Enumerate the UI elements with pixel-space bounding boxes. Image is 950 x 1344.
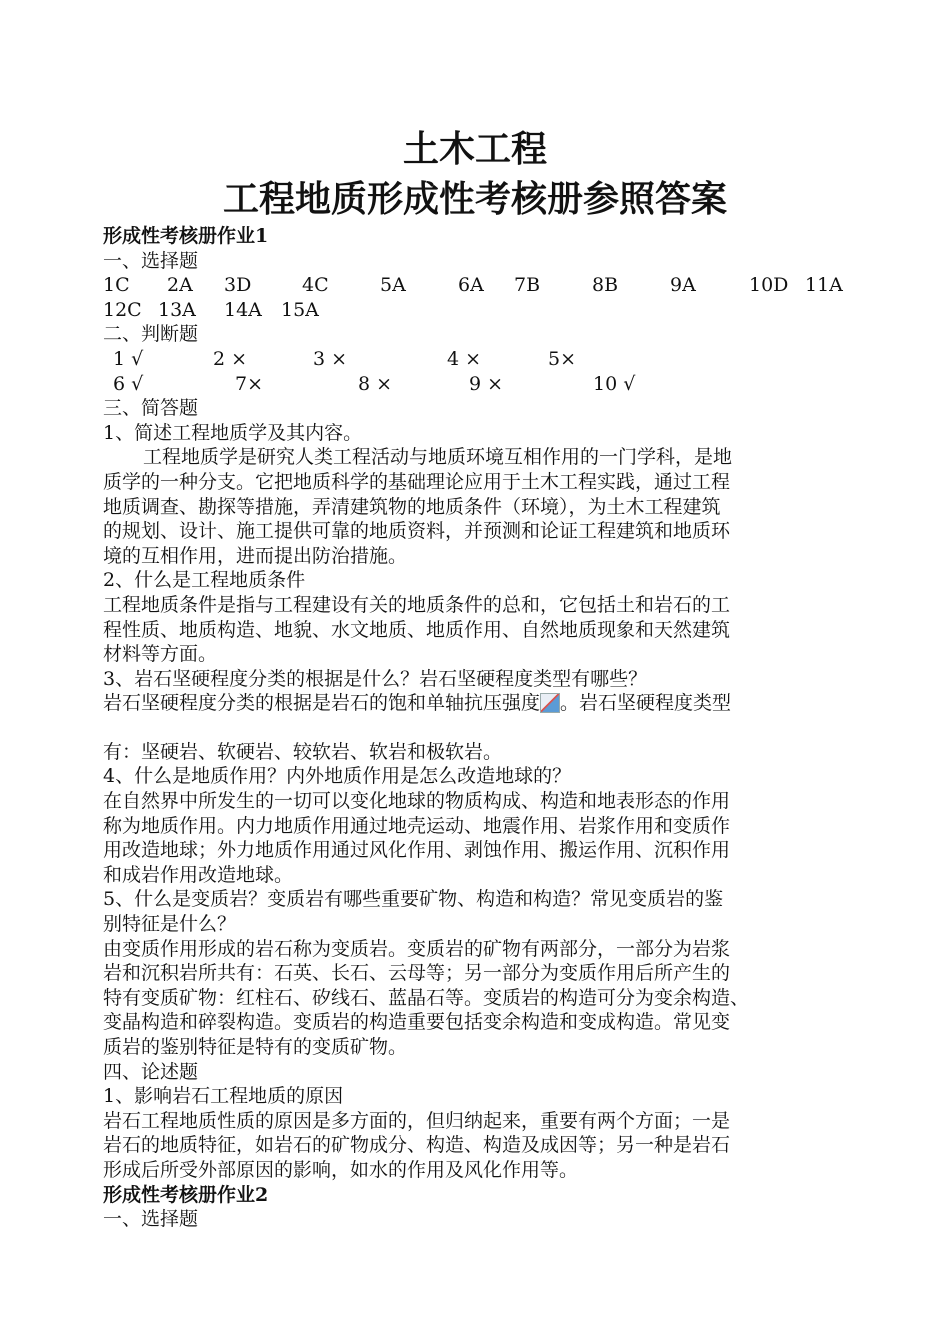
question-2: 2、什么是工程地质条件 <box>103 569 306 592</box>
hw1-heading: 形成性考核册作业1 <box>103 225 269 247</box>
answer-5-line: 特有变质矿物：红柱石、矽线石、蓝晶石等。变质岩的构造可分为变余构造、 <box>103 986 750 1009</box>
choice-answer: 9A <box>670 274 696 297</box>
choice-answers-row-1 <box>103 273 843 298</box>
judge-answer: 6 √ <box>113 372 144 395</box>
answer-1-line: 地质调查、勘探等措施，弄清建筑物的地质条件（环境），为土木工程建筑 <box>103 495 721 518</box>
document-title-line1: 土木工程 <box>402 129 547 170</box>
judge-answer: 7× <box>235 372 264 395</box>
blank-gap <box>103 716 843 740</box>
question-1: 1、简述工程地质学及其内容。 <box>103 421 363 444</box>
document-body <box>103 224 843 1232</box>
answer-1-line: 质学的一种分支。它把地质科学的基础理论应用于土木工程实践，通过工程 <box>103 470 731 493</box>
essay-answer-1-line: 岩石的地质特征，如岩石的矿物成分、构造、构造及成因等；另一种是岩石 <box>103 1134 731 1157</box>
section-short-answer-heading: 三、简答题 <box>103 397 199 420</box>
choice-answer: 6A <box>458 274 484 297</box>
choice-answer: 11A <box>805 274 843 297</box>
judge-answer: 4 × <box>447 347 482 370</box>
answer-4-line: 用改造地球；外力地质作用通过风化作用、剥蚀作用、搬运作用、沉积作用 <box>103 839 731 862</box>
choice-answer: 14A <box>224 298 262 321</box>
answer-2-line: 材料等方面。 <box>103 643 218 666</box>
choice-answer: 5A <box>380 274 406 297</box>
hw2-section-choice-heading: 一、选择题 <box>103 1208 199 1231</box>
essay-answer-1-line: 形成后所受外部原因的影响，如水的作用及风化作用等。 <box>103 1158 579 1181</box>
choice-answer: 7B <box>514 274 541 297</box>
judge-answers-row-2 <box>103 372 843 397</box>
section-essay-heading: 四、论述题 <box>103 1060 199 1083</box>
judge-answer: 1 √ <box>113 347 144 370</box>
answer-5-line: 岩和沉积岩所共有：石英、长石、云母等；另一部分为变质作用后所产生的 <box>103 962 731 985</box>
choice-answer: 8B <box>592 274 619 297</box>
judge-answer: 3 × <box>313 347 348 370</box>
question-5: 别特征是什么？ <box>103 913 237 936</box>
answer-1-line: 工程地质学是研究人类工程活动与地质环境互相作用的一门学科，是地 <box>143 446 733 469</box>
answer-1-line: 的规划、设计、施工提供可靠的地质资料，并预测和论证工程建筑和地质环 <box>103 520 731 543</box>
judge-answer: 2 × <box>213 347 248 370</box>
answer-2-line: 程性质、地质构造、地貌、水文地质、地质作用、自然地质现象和天然建筑 <box>103 618 731 641</box>
answer-5-line: 质岩的鉴别特征是特有的变质矿物。 <box>103 1036 408 1058</box>
choice-answer: 15A <box>281 298 319 321</box>
question-3: 3、岩石坚硬程度分类的根据是什么？岩石坚硬程度类型有哪些？ <box>103 667 648 690</box>
question-4: 4、什么是地质作用？内外地质作用是怎么改造地球的？ <box>103 765 572 788</box>
choice-answers-row-2 <box>103 298 843 323</box>
answer-5-line: 变晶构造和碎裂构造。变质岩的构造重要包括变余构造和变成构造。常见变 <box>103 1011 731 1034</box>
question-5: 5、什么是变质岩？变质岩有哪些重要矿物、构造和构造？常见变质岩的鉴 <box>103 888 724 911</box>
document-title-line2: 工程地质形成性考核册参照答案 <box>222 179 727 220</box>
choice-answer: 1C <box>103 274 130 297</box>
answer-3-text-a: 岩石坚硬程度分类的根据是岩石的饱和单轴抗压强度 <box>103 692 541 715</box>
choice-answer: 13A <box>158 298 196 321</box>
answer-5-line: 由变质作用形成的岩石称为变质岩。变质岩的矿物有两部分，一部分为岩浆 <box>103 937 731 960</box>
answer-1-line: 境的互相作用，进而提出防治措施。 <box>103 544 408 567</box>
section-choice-heading: 一、选择题 <box>103 249 199 272</box>
answer-3-line <box>103 691 843 716</box>
answer-4-line: 在自然界中所发生的一切可以变化地球的物质构成、构造和地表形态的作用 <box>103 790 731 813</box>
judge-answer: 8 × <box>358 372 393 395</box>
choice-answer: 10D <box>749 274 789 297</box>
judge-answers-row-1 <box>103 347 843 372</box>
choice-answer: 2A <box>167 274 193 297</box>
essay-answer-1-line: 岩石工程地质性质的原因是多方面的，但归纳起来，重要有两个方面；一是 <box>103 1109 731 1132</box>
section-judge-heading: 二、判断题 <box>103 323 199 346</box>
answer-2-line: 工程地质条件是指与工程建设有关的地质条件的总和，它包括土和岩石的工 <box>103 593 731 616</box>
judge-answer: 10 √ <box>593 372 636 395</box>
choice-answer: 4C <box>302 274 329 297</box>
judge-answer: 5× <box>548 347 577 370</box>
answer-4-line: 称为地质作用。内力地质作用通过地壳运动、地震作用、岩浆作用和变质作 <box>103 814 731 837</box>
hw2-heading: 形成性考核册作业2 <box>103 1183 269 1206</box>
answer-3-line: 有：坚硬岩、软硬岩、较软岩、软岩和极软岩。 <box>103 740 503 763</box>
essay-question-1: 1、影响岩石工程地质的原因 <box>103 1085 344 1108</box>
choice-answer: 3D <box>224 274 252 297</box>
judge-answer: 9 × <box>469 372 504 395</box>
broken-image-icon <box>540 693 560 713</box>
answer-3-text-b: 。岩石坚硬程度类型 <box>560 692 732 715</box>
choice-answer: 12C <box>103 298 142 321</box>
answer-4-line: 和成岩作用改造地球。 <box>103 863 294 886</box>
